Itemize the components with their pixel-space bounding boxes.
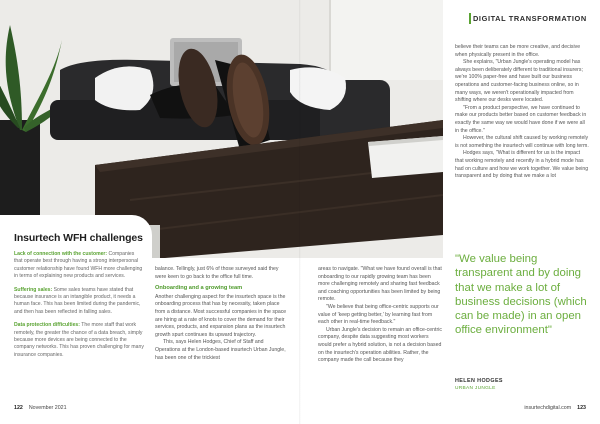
paragraph: "From a product perspective, we have continued to make our products better based on customer feedback in exactly the same way we would have done if we were all in the office." <box>455 104 587 134</box>
paragraph: areas to navigate. "What we have found overall is that onboarding to our rapidly growing team has been more challenging remotely and sharing fast feedback and coaching opportunities has been limited by being remote. <box>318 266 442 303</box>
page-gutter <box>299 0 301 424</box>
paragraph: Hodges says, "What is different for us is the impact that working remotely and recently in a hybrid mode has had on culture and how we work together. We value being transparent and by doing that we make a lot <box>455 150 589 180</box>
paragraph: "We believe that being office-centric supports our value of 'keep getting better,' by learning fast from each other in real-time feedback." <box>318 303 439 326</box>
sidebar-title: Insurtech WFH challenges <box>14 232 143 244</box>
pull-quote: "We value being transparent and by doing that we make a lot of business decisions (which can be made) in an open office environment" <box>455 253 587 337</box>
article-column-3 <box>455 44 590 181</box>
sidebar-item-lead: Suffering sales: <box>14 286 53 293</box>
paragraph: believe their teams can be more creative, and decisive when physically present in the office. <box>455 44 581 58</box>
sidebar-item <box>14 287 144 317</box>
subheading: Onboarding and a growing team <box>155 285 243 292</box>
issue-date: November 2021 <box>28 405 67 411</box>
paragraph: Urban Jungle's decision to remain an office-centric company, despite data suggesting most workers would prefer a hybrid solution, is not a decision based on the insurtech's operation abilities. Rather, the company made the call because they <box>318 326 442 364</box>
sidebar-item-text: Some sales teams have stated that because insurance is an intangible product, it needs a human face. This has been limited during the pandemic, and then has been reflected in falling sales. <box>14 286 141 315</box>
paragraph: However, the cultural shift caused by working remotely is not something the insurtech will continue with long term. <box>455 135 589 149</box>
right-folio <box>524 405 586 411</box>
sidebar-item-text: Companies that operate best through having a strong interpersonal customer relationship have found WFH more challenging in terms of explaining new products and services. <box>14 251 143 280</box>
article-column-1 <box>155 266 289 362</box>
paragraph: balance. Tellingly, just 6% of those surveyed said they were keen to go back to the office full time. <box>155 266 279 280</box>
sidebar-item <box>14 322 144 359</box>
challenges-sidebar <box>0 215 152 424</box>
paragraph: Another challenging aspect for the insurtech space is the onboarding process that has by necessity, taken place from a distance. Most successful companies in the space are hiring at a rate of knots to cover the demand for their services, products, and expansion plans as the insurtech growth spurt continues its upward trajectory. <box>155 293 287 338</box>
section-title: DIGITAL TRANSFORMATION <box>473 14 587 23</box>
sidebar-item-text: The more staff that work remotely, the greater the chance of a data breach, simply because more devices are being connected to the company networks. This has proven challenging for many insurance companies. <box>14 322 144 358</box>
article-column-2 <box>318 266 442 365</box>
page-number-right: 123 <box>577 405 586 411</box>
sidebar-item-lead: Data protection difficulties: <box>14 322 80 329</box>
site-url: insurtechdigital.com <box>524 405 572 411</box>
quote-attribution-name: HELEN HODGES <box>455 378 503 384</box>
section-accent-bar <box>469 13 471 24</box>
paragraph: She explains, "Urban Jungle's operating model has always been deliberately different to traditional insurers; we're 100% paper-free and have built our business operations and customer-facing business online, so in many ways, we weren't operationally impacted from shifting where our desks were located. <box>455 59 583 104</box>
sidebar-item <box>14 251 144 281</box>
page-number-left: 122 <box>14 405 23 411</box>
quote-attribution-org: URBAN JUNGLE <box>455 386 496 391</box>
paragraph: This, says Helen Hodges, Chief of Staff and Operations at the London-based insurtech Urban Jungle, has been one of the trickiest <box>155 339 286 361</box>
left-folio <box>14 405 67 411</box>
sidebar-item-lead: Lack of connection with the customer: <box>14 251 108 257</box>
